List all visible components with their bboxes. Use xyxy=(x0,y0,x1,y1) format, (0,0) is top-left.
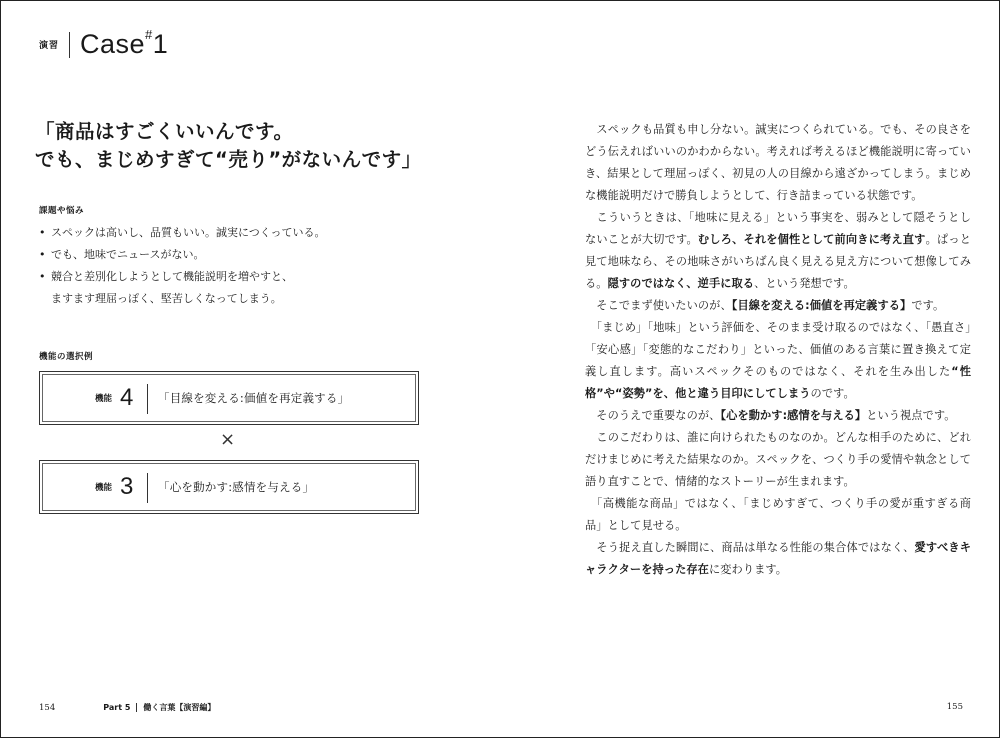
times-icon: × xyxy=(220,429,236,450)
section-label: 働く言葉【演習編】 xyxy=(143,703,216,712)
paragraph-text: 「高機能な商品」ではなく、「まじめすぎて、つくり手の愛が重すぎる商品」として見せる。 xyxy=(585,497,971,532)
function-text: 「目線を変える:価値を再定義する」 xyxy=(158,391,350,405)
exercise-label: 演習 xyxy=(39,41,60,51)
paragraph xyxy=(585,317,971,405)
list-item: • でも、地味でニュースがない。 xyxy=(39,244,326,266)
paragraph-text: スペックも品質も申し分ない。誠実につくられている。でも、その良さをどう伝えればいいのかわからない。考えれば考えるほど機能説明に寄っていき、結果として理屈っぽく、初見の人の目線から遠ざかってしまう。まじめな機能説明だけで勝負しようとして、行き詰まっている状態です。 xyxy=(585,123,972,202)
case-title xyxy=(80,29,168,60)
examples-label: 機能の選択例 xyxy=(39,352,94,362)
paragraph-text: です。 xyxy=(911,299,945,312)
paragraph-text: このこだわりは、誰に向けられたものなのか。どんな相手のために、どれだけまじめに考えた結果なのか。スペックを、つくり手の愛情や執念として語り直すことで、情緒的なストーリーが生まれます。 xyxy=(585,431,971,488)
left-page-number: 154 xyxy=(39,702,56,713)
function-word: 機能 xyxy=(95,483,113,493)
paragraph-text: という視点です。 xyxy=(866,409,956,422)
headline xyxy=(35,118,422,174)
function-text: 「心を動かす:感情を与える」 xyxy=(158,480,315,494)
paragraph xyxy=(585,295,971,317)
case-header xyxy=(39,29,168,60)
headline-line-1: 「商品はすごくいいんです。 xyxy=(35,120,294,143)
paragraph-text: こういうときは、「地味に見える」という事実を、弱みとして隠そうとしないことが大切です。 xyxy=(585,211,971,246)
function-number: 3 xyxy=(120,473,134,500)
list-item: • 競合と差別化しようとして機能説明を増やすと、 xyxy=(39,266,326,288)
paragraph xyxy=(585,427,971,493)
case-number: 1 xyxy=(152,29,169,59)
emphasis: 隠すのではなく、逆手に取る xyxy=(607,277,755,290)
emphasis: 【心を動かす:感情を与える】 xyxy=(720,409,867,422)
function-word: 機能 xyxy=(95,394,113,404)
paragraph-text: そのうえで重要なのが、 xyxy=(596,409,721,422)
function-box-3 xyxy=(39,460,419,514)
right-page-number: 155 xyxy=(946,702,963,712)
emphasis: むしろ、それを個性として前向きに考え直す xyxy=(697,233,926,246)
paragraph xyxy=(585,537,971,581)
right-page xyxy=(501,1,1001,737)
paragraph xyxy=(585,405,971,427)
running-divider xyxy=(136,703,137,712)
function-divider xyxy=(147,384,148,414)
list-item: • スペックは高いし、品質もいい。誠実につくっている。 xyxy=(39,222,326,244)
emphasis: 愛すべきキャラクターを持った存在 xyxy=(585,541,972,576)
case-word: Case xyxy=(80,29,146,59)
paragraph-text: そこでまず使いたいのが、 xyxy=(596,299,732,312)
body-text xyxy=(585,119,971,581)
paragraph-text: 「まじめ」「地味」という評価を、そのまま受け取るのではなく、「愚直さ」「安心感」「変態的なこだわり」といった、価値のある言葉に置き換えて定義し直します。高いスペックそのものではなく、それを生み出した xyxy=(585,321,971,378)
paragraph-text: に変わります。 xyxy=(708,563,788,576)
case-mark: # xyxy=(145,27,153,42)
issues-label: 課題や悩み xyxy=(39,206,85,216)
paragraph xyxy=(585,493,971,537)
paragraph xyxy=(585,119,971,207)
issues-list xyxy=(39,222,326,310)
part-label: Part 5 xyxy=(103,703,131,712)
function-box-4 xyxy=(39,371,419,425)
paragraph-text: のです。 xyxy=(810,387,855,400)
list-item-continuation: ますます理屈っぽく、堅苦しくなってしまう。 xyxy=(51,292,282,305)
function-number: 4 xyxy=(120,384,134,411)
header-divider xyxy=(69,32,70,58)
left-footer xyxy=(39,702,215,713)
running-head xyxy=(103,702,215,713)
paragraph-text: そう捉え直した瞬間に、商品は単なる性能の集合体ではなく、 xyxy=(596,541,915,554)
emphasis: “性格”や“姿勢”を、他と違う目印にしてしまう xyxy=(585,365,971,400)
function-divider xyxy=(147,473,148,503)
paragraph-text: 、という発想です。 xyxy=(754,277,855,290)
headline-line-2: でも、まじめすぎて“売り”がないんです」 xyxy=(35,148,422,171)
emphasis: 【目線を変える:価値を再定義する】 xyxy=(731,299,912,312)
paragraph-text: 。ぱっと見て地味なら、その地味さがいちばん良く見える見え方について想像してみる。 xyxy=(585,233,971,290)
paragraph xyxy=(585,207,971,295)
left-page xyxy=(1,1,501,737)
